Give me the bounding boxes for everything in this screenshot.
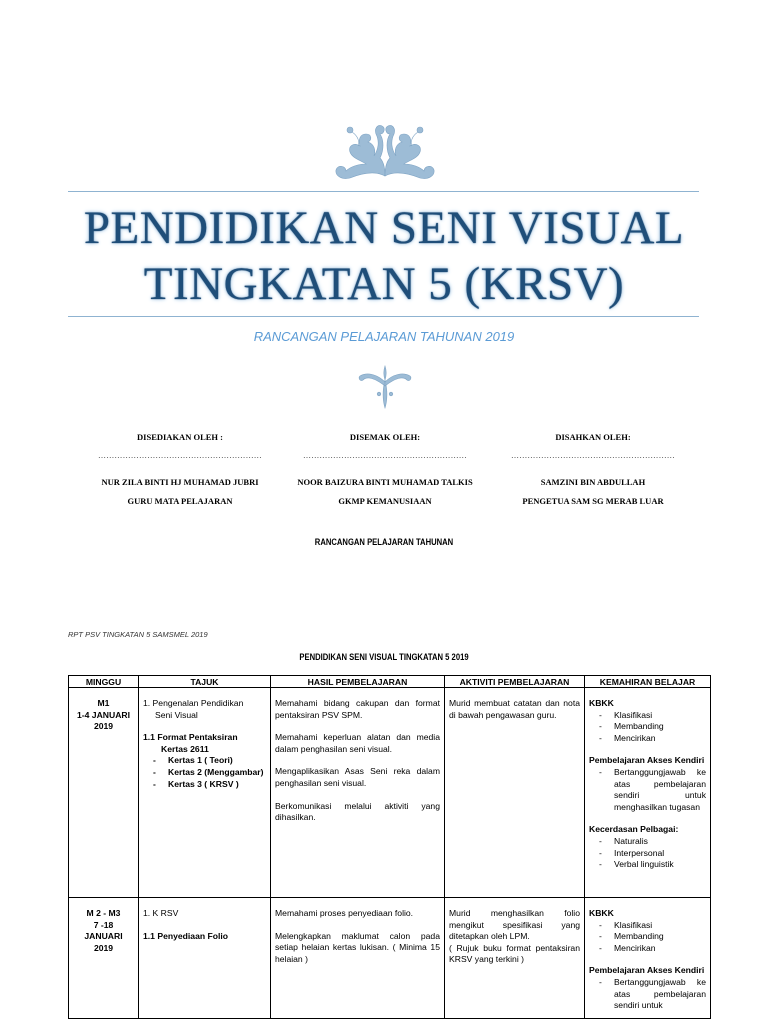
list-item: - Kertas 3 ( KRSV ) (143, 779, 266, 791)
column-header: KEMAHIRAN BELAJAR (585, 676, 711, 688)
outcome-text: Mengaplikasikan Asas Seni reka dalam penghasilan seni visual. (275, 766, 440, 788)
list-item: - Bertanggungjawab ke atas pembelajaran sendiri untuk menghasilkan tugasan (589, 767, 706, 813)
signature-approved (478, 432, 708, 508)
outcome-text: Memahami proses penyediaan folio. (275, 908, 414, 918)
skills-heading: Kecerdasan Pelbagai: (589, 824, 679, 835)
week-label: M1 (97, 698, 110, 708)
skills-heading: KBKK (589, 908, 614, 918)
lesson-plan-table (68, 675, 711, 1019)
table-row (69, 688, 711, 898)
week-year: 2019 (93, 721, 114, 732)
main-title-line2: TINGKATAN 5 (KRSV) (143, 258, 625, 310)
topic-cell (139, 898, 271, 1019)
outcome-text: Memahami keperluan alatan dan media dalam penghasilan seni visual. (275, 732, 440, 754)
signature-prepared (65, 432, 295, 508)
signature-role: DISAHKAN OLEH: (555, 432, 631, 442)
column-header: HASIL PEMBELAJARAN (271, 676, 445, 688)
list-item: - Membanding (589, 931, 706, 943)
list-item: - Klasifikasi (589, 710, 706, 722)
skills-cell (585, 898, 711, 1019)
subtopic-title: 1.1 Penyediaan Folio (143, 930, 229, 941)
week-month: JANUARI (84, 931, 123, 942)
topic-title: 1. Pengenalan Pendidikan (143, 698, 244, 708)
skills-list (589, 767, 706, 813)
list-item: - Membanding (589, 721, 706, 733)
outcome-text: Memahami bidang cakupan dan format pentaksiran PSV SPM. (275, 698, 440, 720)
list-item: - Mencirikan (589, 943, 706, 955)
outcome-cell (271, 688, 445, 898)
skills-heading: Pembelajaran Akses Kendiri (589, 755, 705, 766)
topic-title: 1. K RSV (143, 908, 179, 918)
activity-text: Murid membuat catatan dan nota di bawah pengawasan guru. (449, 698, 580, 720)
floral-ornament-icon (330, 118, 440, 184)
week-year: 2019 (93, 942, 114, 953)
list-item: - Mencirikan (589, 733, 706, 745)
signature-name: SAMZINI BIN ABDULLAH (540, 477, 646, 487)
signature-position: GKMP KEMANUSIAAN (338, 496, 432, 506)
list-item: - Kertas 2 (Menggambar) (143, 767, 266, 779)
table-row (69, 898, 711, 1019)
subtitle: RANCANGAN PELAJARAN TAHUNAN 2019 (253, 329, 515, 344)
subtopic-title-cont: Kertas 2611 (161, 743, 209, 754)
signature-role: DISEMAK OLEH: (349, 432, 421, 442)
list-item: - Interpersonal (589, 848, 706, 860)
signature-name: NUR ZILA BINTI HJ MUHAMAD JUBRI (101, 477, 259, 487)
outcome-text: Berkomunikasi melalui aktiviti yang dihasilkan. (275, 800, 440, 823)
topic-cell (139, 688, 271, 898)
activity-note: ( Rujuk buku format pentaksiran KRSV yang terkini ) (449, 942, 580, 965)
outcome-cell (271, 898, 445, 1019)
list-item: - Klasifikasi (589, 920, 706, 932)
list-item: - Verbal linguistik (589, 859, 706, 871)
skills-list (589, 920, 706, 955)
activity-text: Murid menghasilkan folio mengikut spesifikasi yang ditetapkan oleh LPM. (449, 908, 580, 942)
bottom-rule (68, 316, 699, 317)
week-dates: 7 -18 (93, 919, 114, 930)
fleur-ornament-icon (357, 364, 413, 410)
skills-heading: KBKK (589, 698, 614, 708)
signature-checked (270, 432, 500, 508)
paper-list (143, 755, 266, 790)
list-item: - Bertanggungjawab ke atas pembelajaran sendiri untuk (589, 977, 706, 1012)
week-dates: 1-4 JANUARI (76, 709, 130, 720)
table-header-row (69, 676, 711, 688)
column-header: MINGGU (69, 676, 139, 688)
list-item: - Kertas 1 ( Teori) (143, 755, 266, 767)
subtopic-title: 1.1 Format Pentaksiran (143, 732, 238, 743)
signature-position: PENGETUA SAM SG MERAB LUAR (522, 496, 664, 506)
skills-heading: Pembelajaran Akses Kendiri (589, 965, 705, 976)
main-title-line1: PENDIDIKAN SENI VISUAL (83, 202, 685, 254)
skills-list (589, 836, 706, 871)
week-cell (69, 898, 139, 1019)
activity-cell (445, 688, 585, 898)
table-title: PENDIDIKAN SENI VISUAL TINGKATAN 5 2019 (299, 652, 469, 662)
week-label: M 2 - M3 (86, 908, 121, 918)
plan-heading: RANCANGAN PELAJARAN TAHUNAN (314, 537, 454, 547)
signature-position: GURU MATA PELAJARAN (127, 496, 233, 506)
signature-line: …………………………………………………… (98, 451, 262, 460)
signature-line: …………………………………………………… (303, 451, 467, 460)
activity-cell (445, 898, 585, 1019)
page-header: RPT PSV TINGKATAN 5 SAMSMEL 2019 (68, 630, 208, 639)
top-rule (68, 191, 699, 192)
skills-list (589, 977, 706, 1012)
week-cell (69, 688, 139, 898)
signature-name: NOOR BAIZURA BINTI MUHAMAD TALKIS (297, 477, 473, 487)
topic-title-cont: Seni Visual (155, 709, 198, 720)
skills-list (589, 710, 706, 745)
signature-line: …………………………………………………… (511, 451, 675, 460)
list-item: - Naturalis (589, 836, 706, 848)
signature-role: DISEDIAKAN OLEH : (137, 432, 223, 442)
skills-cell (585, 688, 711, 898)
column-header: AKTIVITI PEMBELAJARAN (445, 676, 585, 688)
outcome-text: Melengkapkan maklumat calon pada setiap helaian kertas lukisan. ( Minima 15 helaian ) (275, 930, 440, 964)
column-header: TAJUK (139, 676, 271, 688)
